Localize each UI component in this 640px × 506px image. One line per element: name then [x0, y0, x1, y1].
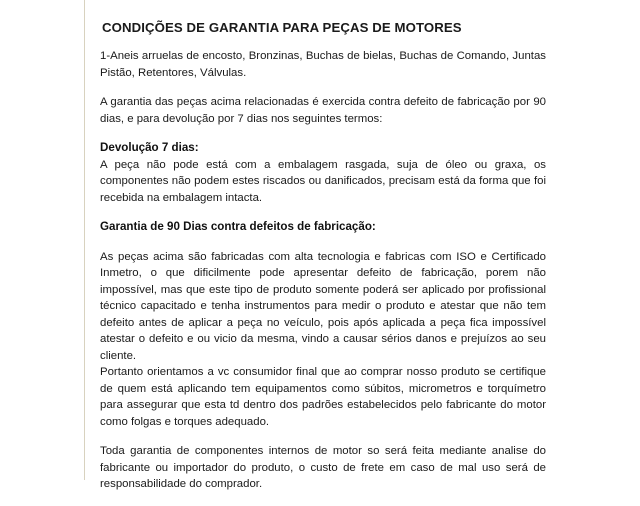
left-margin-rule: [84, 0, 85, 480]
paragraph-warranty-terms: A garantia das peças acima relacionadas é exercida contra defeito de fabricação por 90 dias, e para devolução por 7 dias nos seguintes termos:: [100, 96, 546, 125]
page-title: CONDIÇÕES DE GARANTIA PARA PEÇAS DE MOTORES: [102, 20, 462, 35]
document-content: [100, 20, 546, 506]
heading-warranty-90-days: Garantia de 90 Dias contra defeitos de fabricação:: [100, 220, 376, 233]
paragraph-body-3: Toda garantia de componentes internos de motor so será feita mediante analise do fabricante ou importador do produto, o custo de frete em caso de mal uso será de responsabilidade do comprador.: [100, 445, 546, 490]
heading-return-7-days: Devolução 7 dias:: [100, 141, 199, 154]
paragraph-body-2: Portanto orientamos a vc consumidor final que ao comprar nosso produto se certifique de quem está aplicando tem equipamentos como súbitos, micrometros e torquímetro para assegurar que esta td dentro dos padrões estabelecidos pelo fabricante do motor como folgas e torques adequado.: [100, 366, 546, 428]
paragraph-return-body: A peça não pode está com a embalagem rasgada, suja de óleo ou graxa, os componentes não podem estes riscados ou danificados, precisam está da forma que foi recebida na embalagem intacta.: [100, 158, 546, 204]
paragraph-items-list: 1-Aneis arruelas de encosto, Bronzinas, Buchas de bielas, Buchas de Comando, Juntas Pistão, Retentores, Válvulas.: [100, 50, 546, 79]
paragraph-body-1: As peças acima são fabricadas com alta tecnologia e fabricas com ISO e Certificado Inmetro, o que dificilmente pode apresentar defeito de fabricação, porem não impossível, mas que este tipo de produto somente poderá ser aplicado por profissional técnico capacitado e tenha instrumentos para medir o produto e atestar que não tem defeito antes de aplicar a peça no veículo, pois após aplicada a peça fica impossível atestar o defeito e ou vicio da mesma, vindo a causar sérios danos e prejuízos ao seu cliente.: [100, 250, 546, 362]
